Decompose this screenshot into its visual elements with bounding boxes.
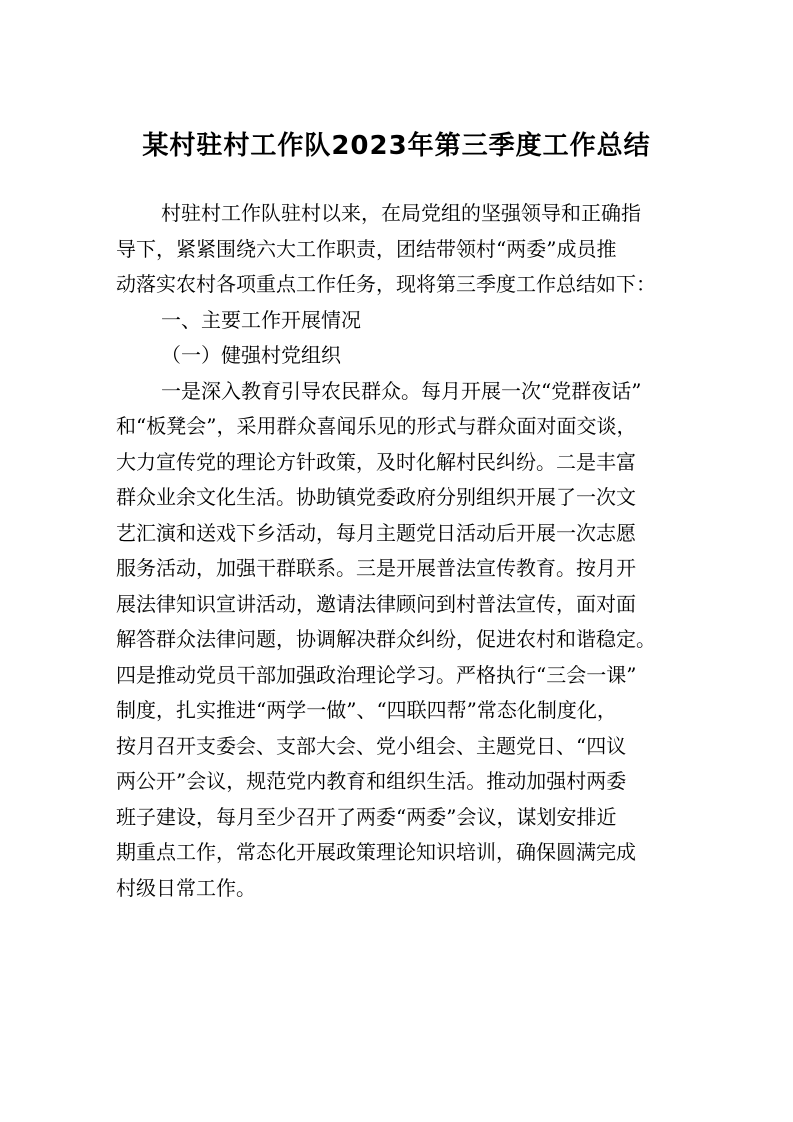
paragraph-line: 期重点工作，常态化开展政策理论知识培训，确保圆满完成 bbox=[116, 840, 636, 864]
paragraph-intro-line: 动落实农村各项重点工作任务，现将第三季度工作总结如下： bbox=[116, 272, 656, 296]
paragraph-line: 展法律知识宣讲活动，邀请法律顾问到村普法宣传，面对面 bbox=[116, 591, 636, 616]
paragraph-intro-line: 村驻村工作队驻村以来，在局党组的坚强领导和正确指 bbox=[161, 201, 641, 225]
paragraph-line: 一是深入教育引导农民群众。每月开展一次“党群夜话” bbox=[161, 378, 642, 403]
document-title: 某村驻村工作队2023年第三季度工作总结 bbox=[142, 131, 651, 161]
paragraph-line: 群众业余文化生活。协助镇党委政府分别组织开展了一次文 bbox=[116, 485, 636, 509]
paragraph-line: 班子建设，每月至少召开了两委“两委”会议，谋划安排近 bbox=[116, 804, 617, 829]
paragraph-line: 按月召开支委会、支部大会、党小组会、主题党日、“四议 bbox=[116, 733, 627, 758]
paragraph-line: 解答群众法律问题，协调解决群众纠纷，促进农村和谐稳定。 bbox=[116, 627, 656, 651]
subsection-heading: （一）健强村党组织 bbox=[161, 343, 341, 367]
paragraph-intro-line: 导下，紧紧围绕六大工作职责，团结带领村“两委”成员推 bbox=[116, 236, 617, 261]
paragraph-line: 和“板凳会”，采用群众喜闻乐见的形式与群众面对面交谈， bbox=[116, 414, 637, 438]
paragraph-line: 两公开”会议，规范党内教育和组织生活。推动加强村两委 bbox=[116, 769, 627, 793]
paragraph-line: 村级日常工作。 bbox=[116, 875, 256, 900]
paragraph-line: 艺汇演和送戏下乡活动，每月主题党日活动后开展一次志愿 bbox=[116, 520, 636, 545]
paragraph-line: 四是推动党员干部加强政治理论学习。严格执行“三会一课” bbox=[116, 662, 637, 687]
document-body bbox=[116, 196, 686, 906]
section-heading: 一、主要工作开展情况 bbox=[161, 307, 361, 332]
paragraph-line: 服务活动，加强干群联系。三是开展普法宣传教育。按月开 bbox=[116, 556, 636, 580]
paragraph-line: 大力宣传党的理论方针政策，及时化解村民纠纷。二是丰富 bbox=[116, 449, 636, 474]
paragraph-line: 制度，扎实推进“两学一做”、“四联四帮”常态化制度化， bbox=[116, 698, 617, 722]
